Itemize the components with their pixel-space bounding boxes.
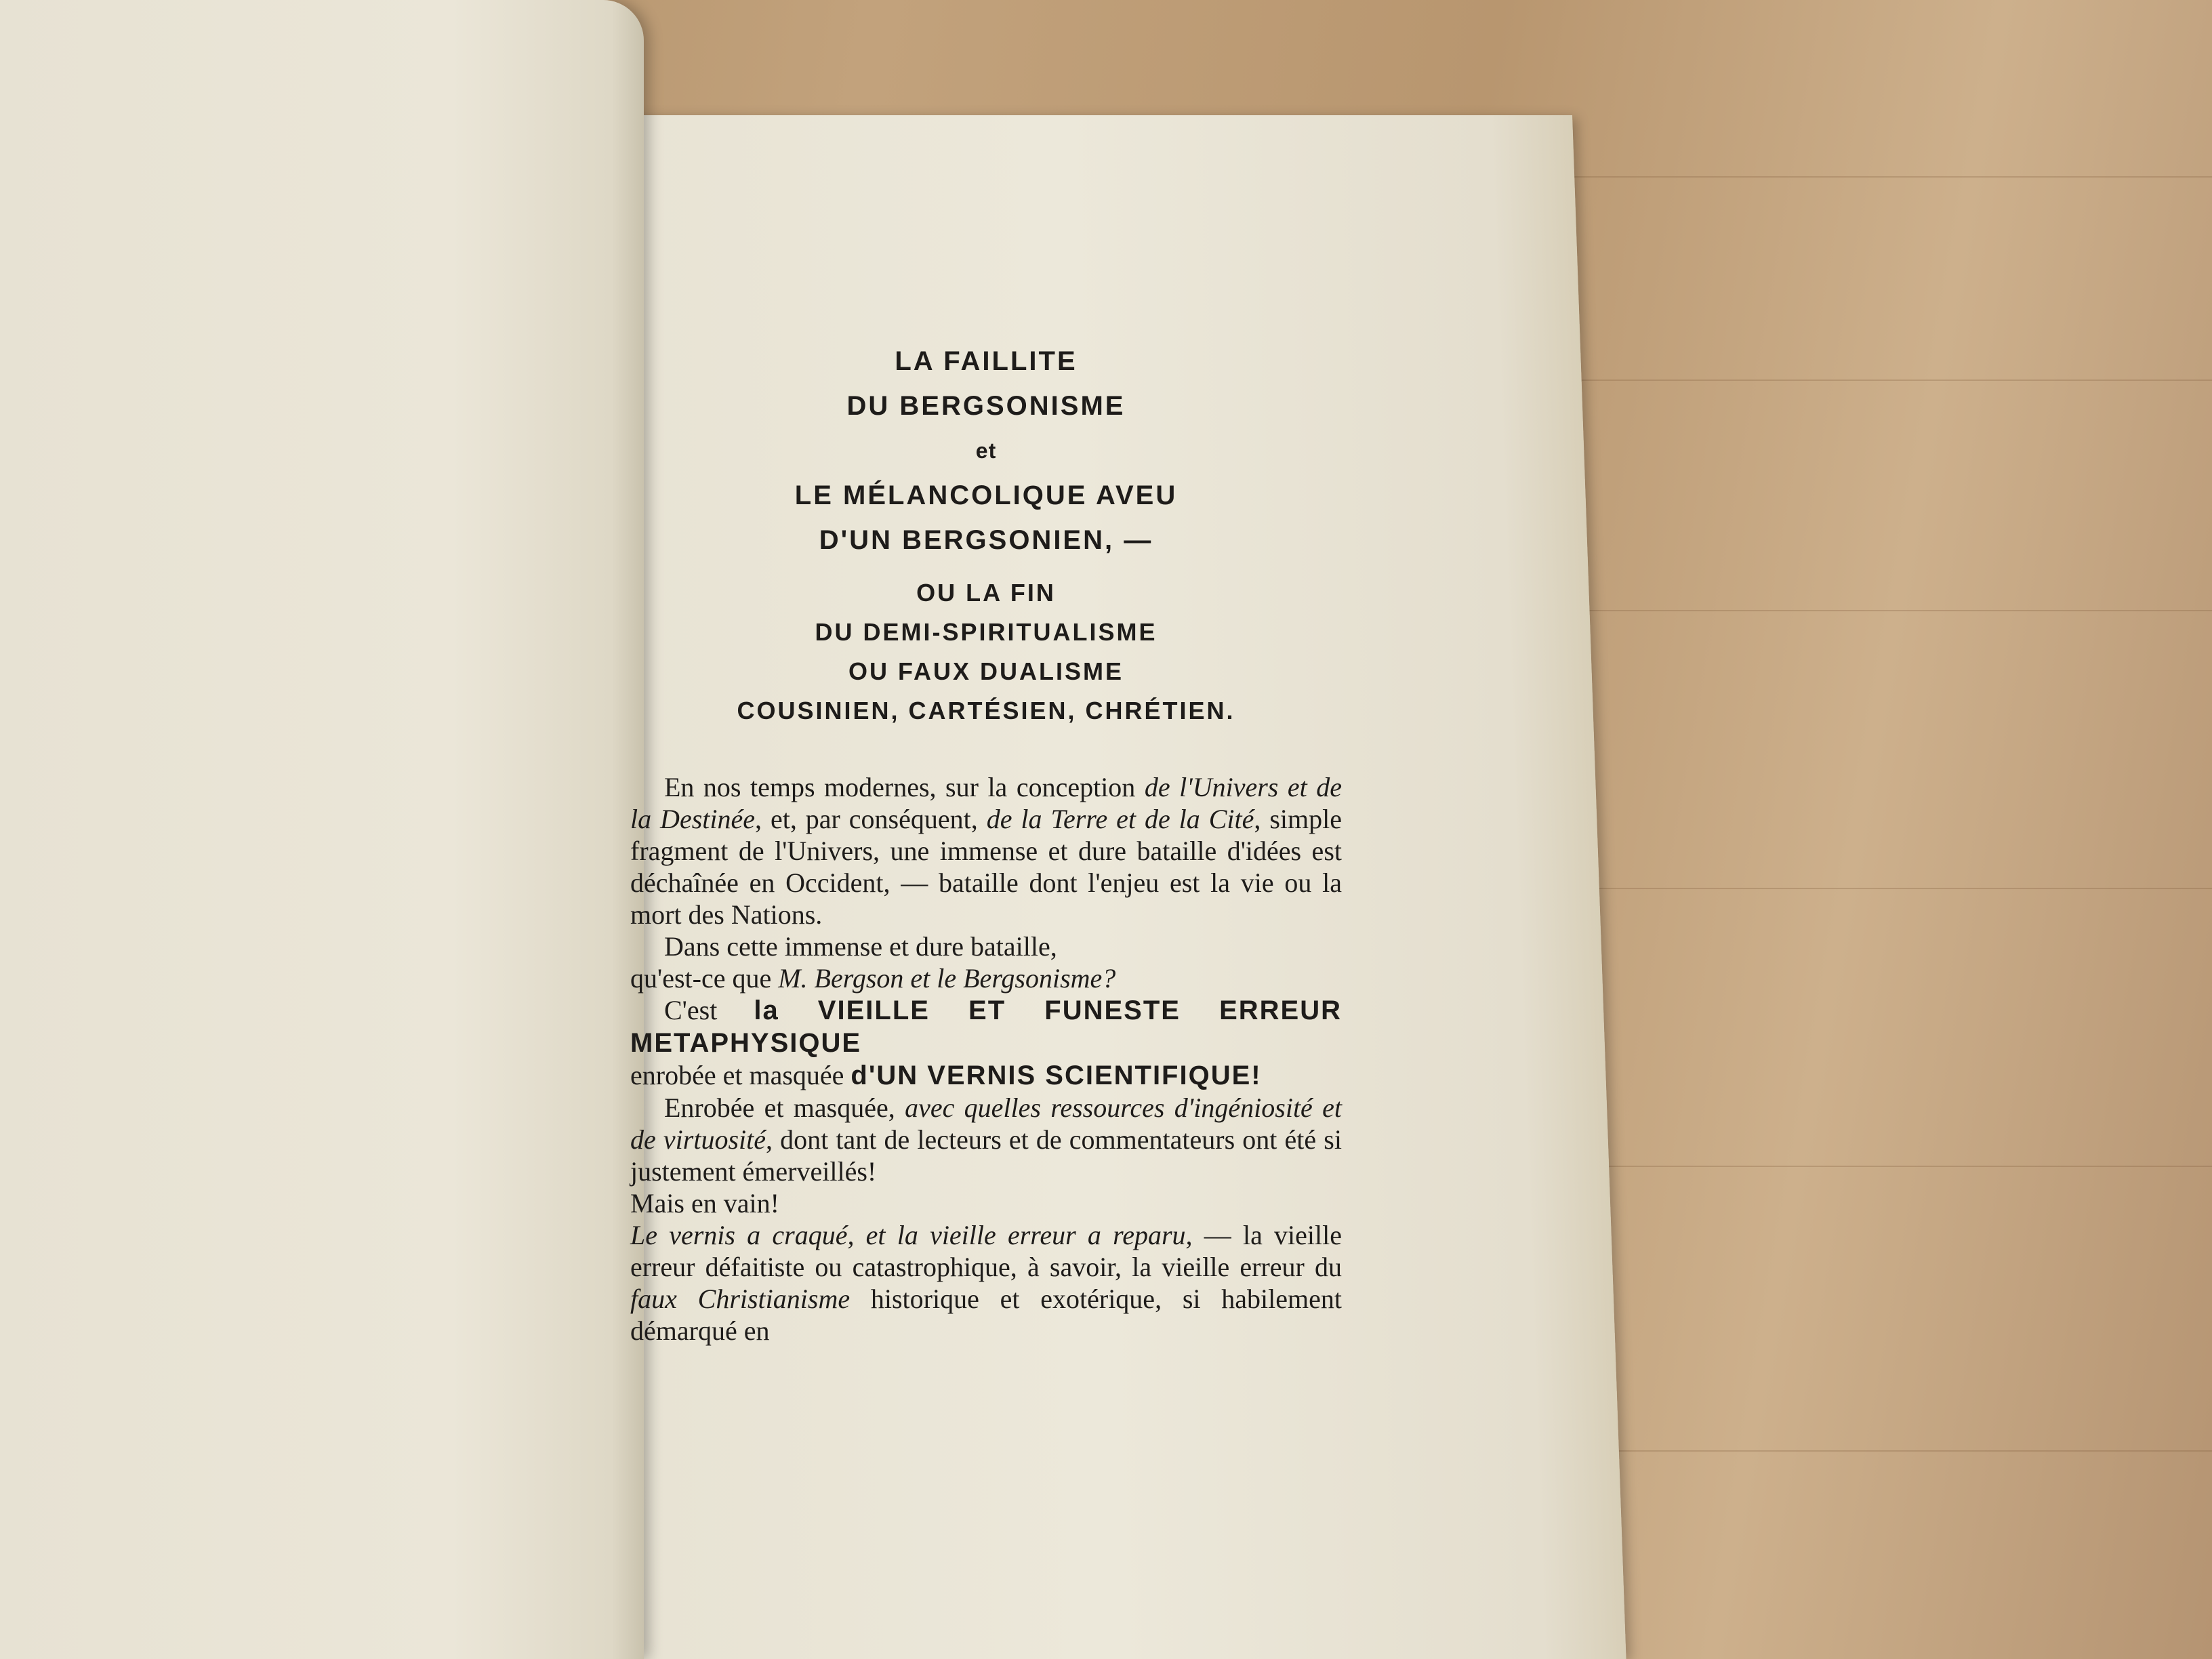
- text-run: , dont tant de lecteurs et de commentateurs ont été si justement émerveillés!: [630, 1124, 1342, 1187]
- text-run: avec quelles ressources d'ingéniosité et de virtuosité: [630, 1092, 1343, 1155]
- title-line: D'UN BERGSONIEN, —: [819, 525, 1153, 555]
- text-run: C'est: [664, 995, 754, 1025]
- paragraph: [630, 1059, 1342, 1092]
- text-run: , et, par conséquent,: [755, 804, 987, 834]
- paragraph: [630, 1219, 1342, 1347]
- text-run: de l'Univers et de la Destinée: [630, 772, 1343, 834]
- text-run: Le vernis a craqué, et la vieille erreur a reparu,: [630, 1220, 1193, 1250]
- text-run: de la Terre et de la Cité: [986, 804, 1254, 834]
- left-page: [0, 0, 644, 1659]
- title-line: DU BERGSONISME: [846, 391, 1126, 421]
- title-block: [630, 339, 1342, 731]
- paragraph: [630, 962, 1342, 994]
- title-line: OU LA FIN: [916, 579, 1056, 607]
- text-run: d'UN VERNIS SCIENTIFIQUE!: [851, 1061, 1262, 1090]
- paragraph: [630, 1092, 1342, 1187]
- text-run: faux Christianisme: [630, 1284, 851, 1314]
- title-line: LA FAILLITE: [895, 346, 1078, 376]
- body-text: [630, 771, 1342, 1347]
- text-run: Enrobée et masquée,: [664, 1092, 905, 1123]
- paragraph: Mais en vain!: [630, 1188, 779, 1218]
- title-line: LE MÉLANCOLIQUE AVEU: [794, 480, 1178, 510]
- text-run: , simple fragment de l'Univers, une immense et dure bataille d'idées est déchaînée en Occident, — bataille dont l'enjeu est la vie ou la mort des Nations.: [630, 804, 1342, 930]
- title-line: COUSINIEN, CARTÉSIEN, CHRÉTIEN.: [737, 697, 1235, 724]
- title-line: OU FAUX DUALISME: [848, 657, 1124, 685]
- text-run: — la vieille erreur défaitiste ou catastrophique, à savoir, la vieille erreur du: [630, 1220, 1343, 1282]
- text-run: En nos temps modernes, sur la conception: [664, 772, 1145, 802]
- text-run: M. Bergson et le Bergsonisme?: [778, 963, 1116, 994]
- paragraph: [630, 771, 1342, 930]
- title-line: et: [975, 438, 997, 463]
- paragraph: Dans cette immense et dure bataille,: [664, 931, 1057, 962]
- text-run: enrobée et masquée: [630, 1060, 851, 1090]
- text-run: qu'est-ce que: [630, 963, 779, 994]
- text-run: la VIEILLE ET FUNESTE ERREUR METAPHYSIQUE: [630, 996, 1342, 1058]
- paragraph: [630, 994, 1342, 1059]
- title-line: DU DEMI-SPIRITUALISME: [815, 618, 1158, 646]
- page-text: [630, 339, 1342, 1347]
- text-run: historique et exotérique, si habilement démarqué en: [630, 1284, 1342, 1346]
